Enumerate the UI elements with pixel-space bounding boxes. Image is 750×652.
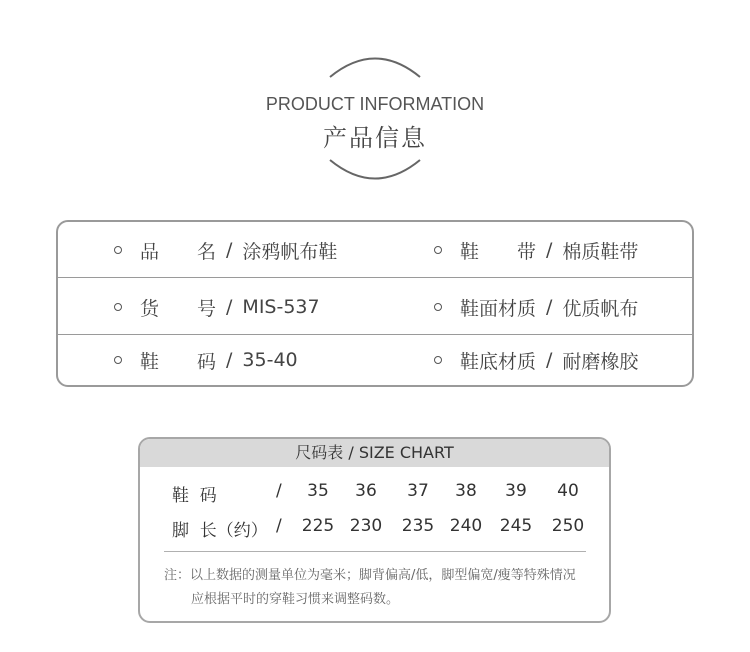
info-value: 优质帆布 (562, 297, 639, 320)
size-row-shoe-size (140, 481, 609, 505)
size-value: 40 (557, 481, 579, 501)
bullet-icon (114, 356, 122, 364)
size-note-line2: 应根据平时的穿鞋习惯来调整码数。 (191, 592, 400, 607)
info-cell (114, 332, 298, 388)
size-value: 235 (401, 516, 435, 536)
info-separator: / (226, 296, 233, 318)
size-value: 38 (455, 481, 477, 501)
size-row-separator: / (276, 516, 282, 536)
info-label: 品 名 (140, 240, 217, 263)
title-english: PRODUCT INFORMATION (265, 94, 485, 114)
size-value: 230 (349, 516, 383, 536)
size-chart-title: 尺码表 / SIZE CHART (140, 439, 609, 467)
size-row-separator: / (276, 481, 282, 501)
info-cell (114, 222, 337, 278)
info-value: MIS-537 (242, 296, 320, 318)
info-value: 耐磨橡胶 (562, 350, 639, 373)
info-label: 鞋面材质 (460, 297, 537, 320)
info-row (58, 332, 692, 388)
info-row (58, 222, 692, 278)
header (0, 0, 750, 200)
info-separator: / (226, 349, 233, 371)
info-value: 涂鸦帆布鞋 (242, 240, 338, 263)
info-separator: / (546, 239, 553, 261)
size-value: 240 (449, 516, 483, 536)
size-note-line1: 注：以上数据的测量单位为毫米；脚背偏高/低，脚型偏宽/瘦等特殊情况 (164, 568, 576, 583)
size-value: 35 (307, 481, 329, 501)
size-chart-divider (164, 551, 586, 552)
info-row (58, 279, 692, 335)
product-info-table (56, 220, 694, 387)
info-label: 货 号 (140, 297, 217, 320)
info-separator: / (226, 239, 233, 261)
info-value: 棉质鞋带 (562, 240, 639, 263)
size-value: 225 (301, 516, 335, 536)
info-label: 鞋 码 (140, 350, 217, 373)
size-value: 250 (551, 516, 585, 536)
size-row-label: 鞋 码 (172, 486, 217, 506)
size-row-label: 脚 长（约） (172, 521, 268, 541)
info-separator: / (546, 296, 553, 318)
bullet-icon (434, 303, 442, 311)
title-chinese: 产品信息 (323, 124, 427, 152)
info-cell (434, 279, 638, 335)
bullet-icon (434, 356, 442, 364)
info-label: 鞋 带 (460, 240, 537, 263)
size-value: 36 (355, 481, 377, 501)
size-value: 37 (407, 481, 429, 501)
bullet-icon (114, 303, 122, 311)
info-cell (114, 279, 320, 335)
size-value: 39 (505, 481, 527, 501)
size-value: 245 (499, 516, 533, 536)
info-cell (434, 222, 638, 278)
info-separator: / (546, 349, 553, 371)
bullet-icon (114, 246, 122, 254)
info-value: 35-40 (242, 349, 298, 371)
info-cell (434, 332, 638, 388)
size-row-foot-length (140, 516, 609, 540)
info-label: 鞋底材质 (460, 350, 537, 373)
bullet-icon (434, 246, 442, 254)
size-chart-card (138, 437, 611, 623)
